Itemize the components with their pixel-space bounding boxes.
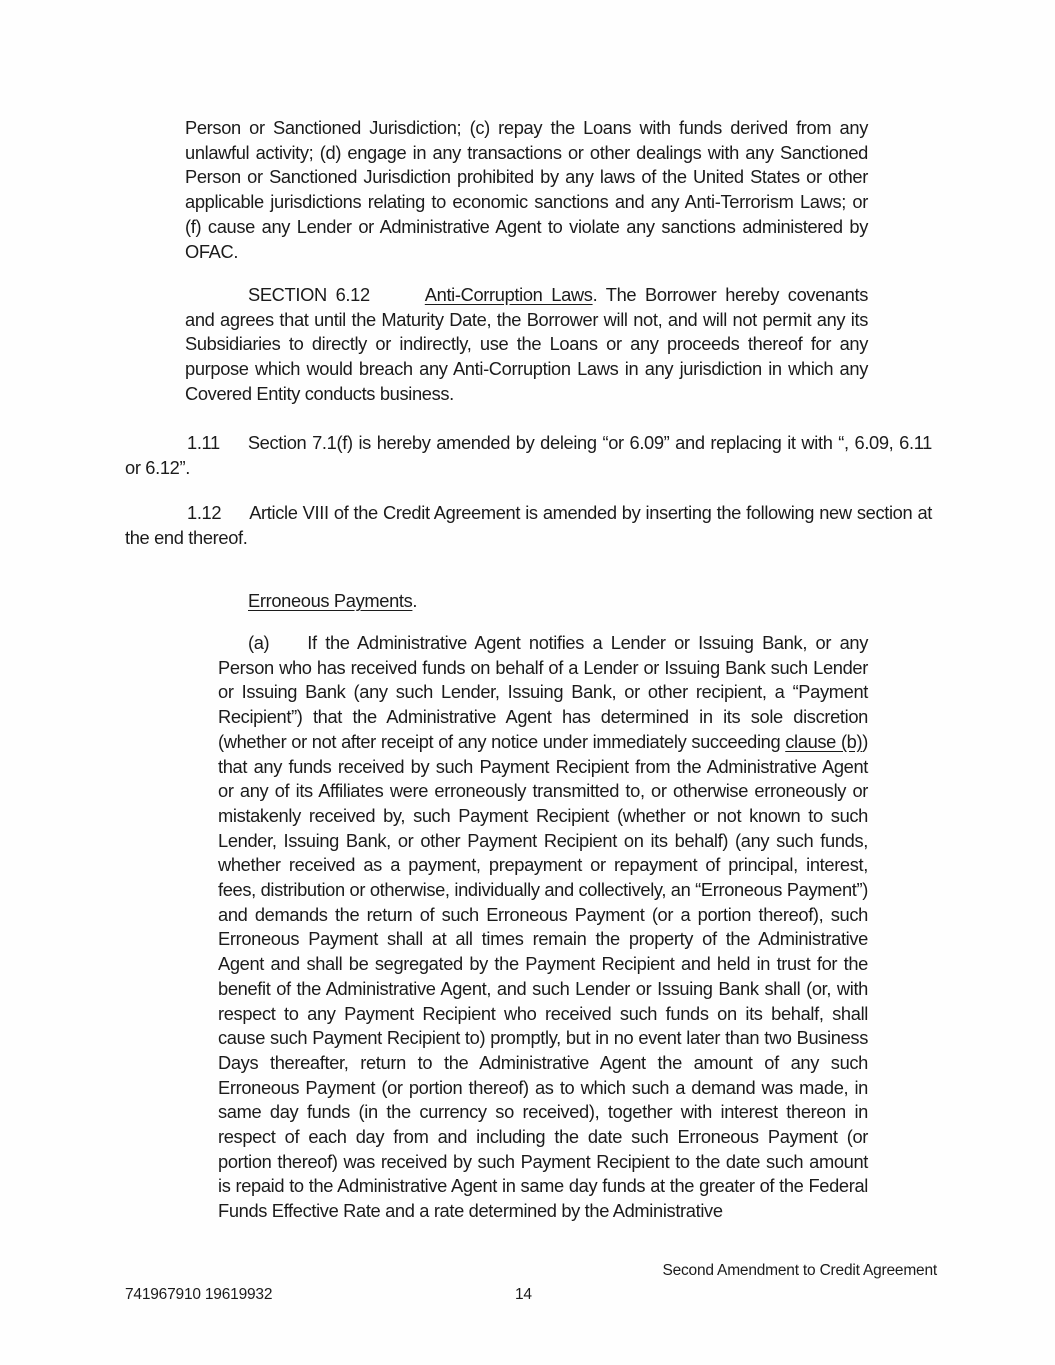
footer-document-numbers: 741967910 19619932 (125, 1286, 273, 1303)
section-6-12-label: SECTION 6.12 (248, 284, 370, 305)
footer-page-number: 14 (515, 1286, 532, 1303)
paragraph-section-6-12 (185, 283, 868, 407)
amendment-1-11-text: Section 7.1(f) is hereby amended by deleing “or 6.09” and replacing it with “, 6.09, 6.11 or 6.12”. (125, 432, 932, 478)
paragraph-erroneous-payments-a (218, 631, 868, 1224)
paragraph-amendment-1-11 (125, 431, 932, 480)
paragraph-a-text-part1: If the Administrative Agent notifies a Lender or Issuing Bank, or any Person who has received funds on behalf of a Lender or Issuing Bank such Lender or Issuing Bank (any such Lender, Issuing Bank, or other recipient, a “Payment Recipient”) that the Administrative Agent has determined in its sole discretion (whether or not after receipt of any notice under immediately succeeding (218, 632, 868, 752)
erroneous-payments-heading (248, 589, 417, 614)
erroneous-payments-heading-text: Erroneous Payments (248, 590, 413, 611)
amendment-1-12-text: Article VIII of the Credit Agreement is amended by inserting the following new section at the end thereof. (125, 502, 932, 548)
section-6-12-heading: Anti-Corruption Laws (424, 284, 593, 305)
amendment-1-11-number: 1.11 (187, 432, 220, 453)
paragraph-amendment-1-12 (125, 501, 932, 550)
paragraph-a-label: (a) (248, 632, 270, 653)
footer-document-title: Second Amendment to Credit Agreement (662, 1262, 937, 1279)
section-6-12-body: . The Borrower hereby covenants and agrees that until the Maturity Date, the Borrower will not, and will not permit any its Subsidiaries to directly or indirectly, use the Loans or any proceeds thereof for any purpose which would breach any Anti-Corruption Laws in any jurisdiction in which any Covered Entity conducts business. (185, 284, 868, 404)
erroneous-payments-heading-period: . (412, 590, 418, 611)
clause-b-reference: clause (b) (785, 730, 863, 752)
amendment-1-12-number: 1.12 (187, 502, 222, 523)
paragraph-a-text-part2: ) that any funds received by such Payment Recipient from the Administrative Agent or any of its Affiliates were erroneously transmitted to, or otherwise erroneously or mistakenly received by, such Payment Recipient (whether or not known to such Lender, Issuing Bank, or other Payment Recipient on its behalf) (any such funds, whether received as a payment, prepayment or repayment of principal, interest, fees, distribution or otherwise, individually and collectively, an “Erroneous Payment”) and demands the return of such Erroneous Payment (or a portion thereof), such Erroneous Payment shall at all times remain the property of the Administrative Agent and shall be segregated by the Payment Recipient and held in trust for the benefit of the Administrative Agent, and such Lender or Issuing Bank shall (or, with respect to any Payment Recipient who received such funds on its behalf, shall cause such Payment Recipient to) promptly, but in no event later than two Business Days thereafter, return to the Administrative Agent the amount of any such Erroneous Payment (or portion thereof) as to which such a demand was made, in same day funds (in the currency so received), together with interest thereon in respect of each day from and including the date such Erroneous Payment (or portion thereof) was received by such Payment Recipient to the date such amount is repaid to the Administrative Agent in same day funds at the greater of the Federal Funds Effective Rate and a rate determined by the Administrative (218, 730, 869, 1222)
paragraph-sanctions-clauses: Person or Sanctioned Jurisdiction; (c) repay the Loans with funds derived from any unlawful activity; (d) engage in any transactions or other dealings with any Sanctioned Person or Sanctioned Jurisdiction prohibited by any laws of the United States or other applicable jurisdictions relating to economic sanctions and any Anti-Terrorism Laws; or (f) cause any Lender or Administrative Agent to violate any sanctions administered by OFAC. (185, 117, 868, 262)
